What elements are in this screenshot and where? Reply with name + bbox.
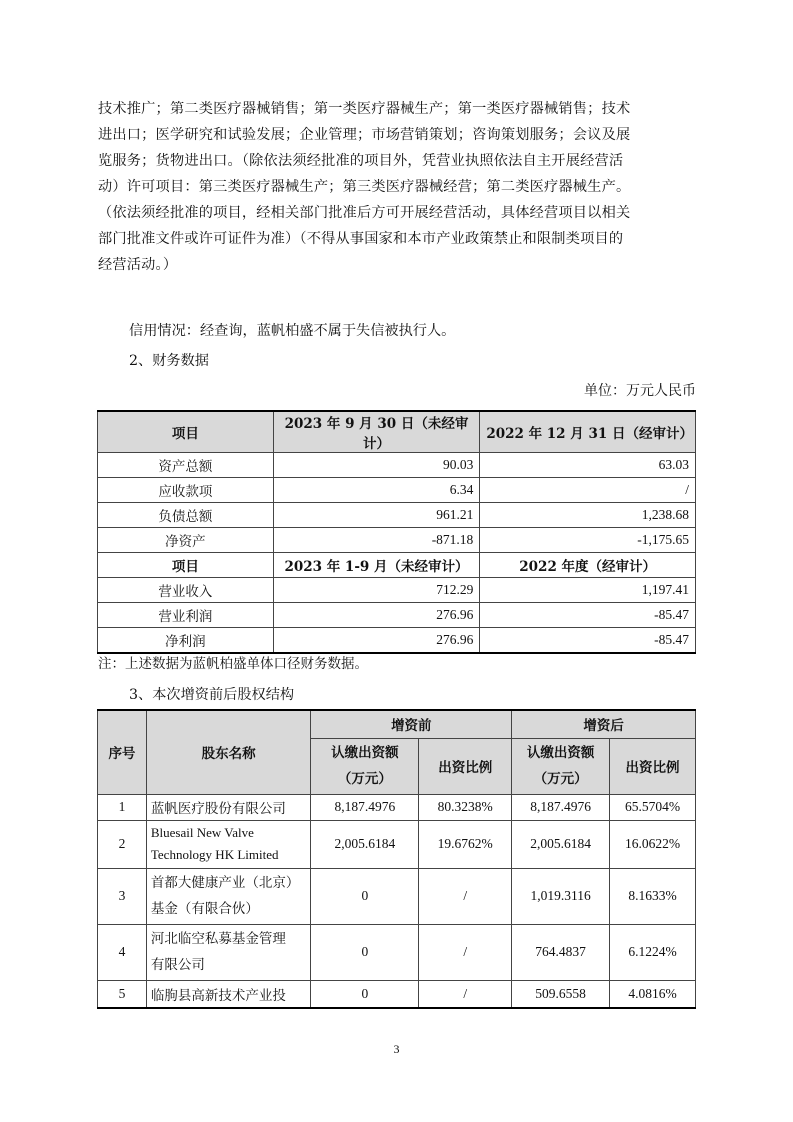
intro-line: （依法须经批准的项目，经相关部门批准后方可开展经营活动，具体经营项目以相关 (98, 205, 631, 221)
ratio-cell: 65.5704% (610, 794, 696, 820)
value-cell: 1,197.41 (480, 578, 696, 603)
header-2022-year: 2022 年度（经审计） (480, 553, 696, 578)
amount-cell: 764.4837 (512, 924, 610, 980)
header-amount-line2: （万元） (533, 771, 588, 787)
row-label: 营业收入 (98, 578, 274, 603)
header-2022-dec: 2022 年 12 月 31 日（经审计） (480, 411, 696, 453)
table-note: 注：上述数据为蓝帆柏盛单体口径财务数据。 (98, 656, 368, 672)
ratio-cell: / (419, 868, 512, 924)
header-amount-line1: 认缴出资额 (331, 745, 399, 761)
amount-cell: 8,187.4976 (311, 794, 419, 820)
value-cell: / (480, 478, 696, 503)
table-row (98, 868, 696, 924)
unit-label: 单位：万元人民币 (584, 383, 696, 399)
table-row (98, 603, 696, 628)
shareholder-cell (146, 820, 311, 868)
intro-paragraph (98, 96, 696, 278)
header-seq: 序号 (98, 710, 147, 794)
value-cell: -85.47 (480, 603, 696, 628)
header-item: 项目 (98, 553, 274, 578)
row-label: 净资产 (98, 528, 274, 553)
section-heading-financial: 2、财务数据 (129, 353, 209, 369)
amount-cell: 2,005.6184 (311, 820, 419, 868)
table-row (98, 478, 696, 503)
value-cell: -871.18 (273, 528, 480, 553)
value-cell: 712.29 (273, 578, 480, 603)
value-cell: 276.96 (273, 628, 480, 654)
amount-cell: 509.6558 (512, 980, 610, 1008)
amount-cell: 0 (311, 868, 419, 924)
table-row (98, 628, 696, 654)
ratio-cell: 8.1633% (610, 868, 696, 924)
credit-status: 信用情况：经查询，蓝帆柏盛不属于失信被执行人。 (129, 323, 456, 339)
table-row (98, 453, 696, 478)
intro-line: 进出口；医学研究和试验发展；企业管理；市场营销策划；咨询策划服务；会议及展 (98, 127, 631, 143)
shareholder-cell (146, 794, 311, 820)
header-ratio: 出资比例 (610, 738, 696, 794)
header-amount-line2: （万元） (337, 771, 392, 787)
value-cell: 90.03 (273, 453, 480, 478)
intro-line: 动）许可项目：第三类医疗器械生产；第三类医疗器械经营；第二类医疗器械生产。 (98, 179, 631, 195)
amount-cell: 1,019.3116 (512, 868, 610, 924)
shareholder-name: 蓝帆医疗股份有限公司 (150, 801, 286, 817)
table-row (98, 528, 696, 553)
financial-table (97, 410, 696, 654)
table-row (98, 924, 696, 980)
shareholder-name: 首都大健康产业（北京） (150, 875, 300, 891)
financial-header-row (98, 411, 696, 453)
value-cell: 961.21 (273, 503, 480, 528)
row-label: 应收款项 (98, 478, 274, 503)
row-label: 净利润 (98, 628, 274, 654)
value-cell: -1,175.65 (480, 528, 696, 553)
header-after: 增资后 (512, 710, 696, 738)
intro-line: 技术推广；第二类医疗器械销售；第一类医疗器械生产；第一类医疗器械销售；技术 (98, 101, 631, 117)
value-cell: 63.03 (480, 453, 696, 478)
shareholder-name-cont: 有限公司 (150, 957, 205, 973)
intro-line: 部门批准文件或许可证件为准）（不得从事国家和本市产业政策禁止和限制类项目的 (98, 231, 624, 247)
seq-cell: 1 (98, 794, 147, 820)
header-2023-sep: 2023 年 9 月 30 日（未经审计） (273, 411, 480, 453)
amount-cell: 2,005.6184 (512, 820, 610, 868)
ratio-cell: 19.6762% (419, 820, 512, 868)
seq-cell: 3 (98, 868, 147, 924)
row-label: 营业利润 (98, 603, 274, 628)
intro-line: 经营活动。） (98, 257, 178, 273)
row-label: 资产总额 (98, 453, 274, 478)
page-number: 3 (393, 1042, 400, 1056)
value-cell: 6.34 (273, 478, 480, 503)
value-cell: 276.96 (273, 603, 480, 628)
seq-cell: 2 (98, 820, 147, 868)
header-shareholder: 股东名称 (146, 710, 311, 794)
header-amount (512, 738, 610, 794)
seq-cell: 4 (98, 924, 147, 980)
shareholder-cell (146, 980, 311, 1008)
amount-cell: 8,187.4976 (512, 794, 610, 820)
table-row (98, 820, 696, 868)
header-amount-line1: 认缴出资额 (526, 745, 595, 761)
shareholder-name: Bluesail New Valve (150, 825, 254, 840)
table-row (98, 794, 696, 820)
header-amount (311, 738, 419, 794)
ratio-cell: 80.3238% (419, 794, 512, 820)
header-before: 增资前 (311, 710, 512, 738)
ratio-cell: 6.1224% (610, 924, 696, 980)
table-row (98, 578, 696, 603)
row-label: 负债总额 (98, 503, 274, 528)
ratio-cell: / (419, 980, 512, 1008)
table-row (98, 980, 696, 1008)
shareholder-name-cont: 基金（有限合伙） (150, 901, 259, 917)
shareholder-name: 河北临空私募基金管理 (150, 931, 286, 947)
ratio-cell: 16.0622% (610, 820, 696, 868)
header-2023-jan-sep: 2023 年 1-9 月（未经审计） (273, 553, 480, 578)
shareholder-name-cont: Technology HK Limited (150, 847, 279, 862)
section-heading-equity: 3、本次增资前后股权结构 (129, 687, 295, 703)
ratio-cell: 4.0816% (610, 980, 696, 1008)
amount-cell: 0 (311, 924, 419, 980)
value-cell: 1,238.68 (480, 503, 696, 528)
intro-line: 览服务；货物进出口。（除依法须经批准的项目外，凭营业执照依法自主开展经营活 (98, 153, 624, 169)
shareholder-name: 临朐县高新技术产业投 (150, 987, 286, 1004)
table-row (98, 503, 696, 528)
equity-table (97, 709, 696, 1009)
shareholder-cell (146, 924, 311, 980)
header-item: 项目 (98, 411, 274, 453)
financial-subheader-row (98, 553, 696, 578)
header-ratio: 出资比例 (419, 738, 512, 794)
shareholder-cell (146, 868, 311, 924)
equity-header-row (98, 710, 696, 738)
amount-cell: 0 (311, 980, 419, 1008)
seq-cell: 5 (98, 980, 147, 1008)
value-cell: -85.47 (480, 628, 696, 654)
ratio-cell: / (419, 924, 512, 980)
